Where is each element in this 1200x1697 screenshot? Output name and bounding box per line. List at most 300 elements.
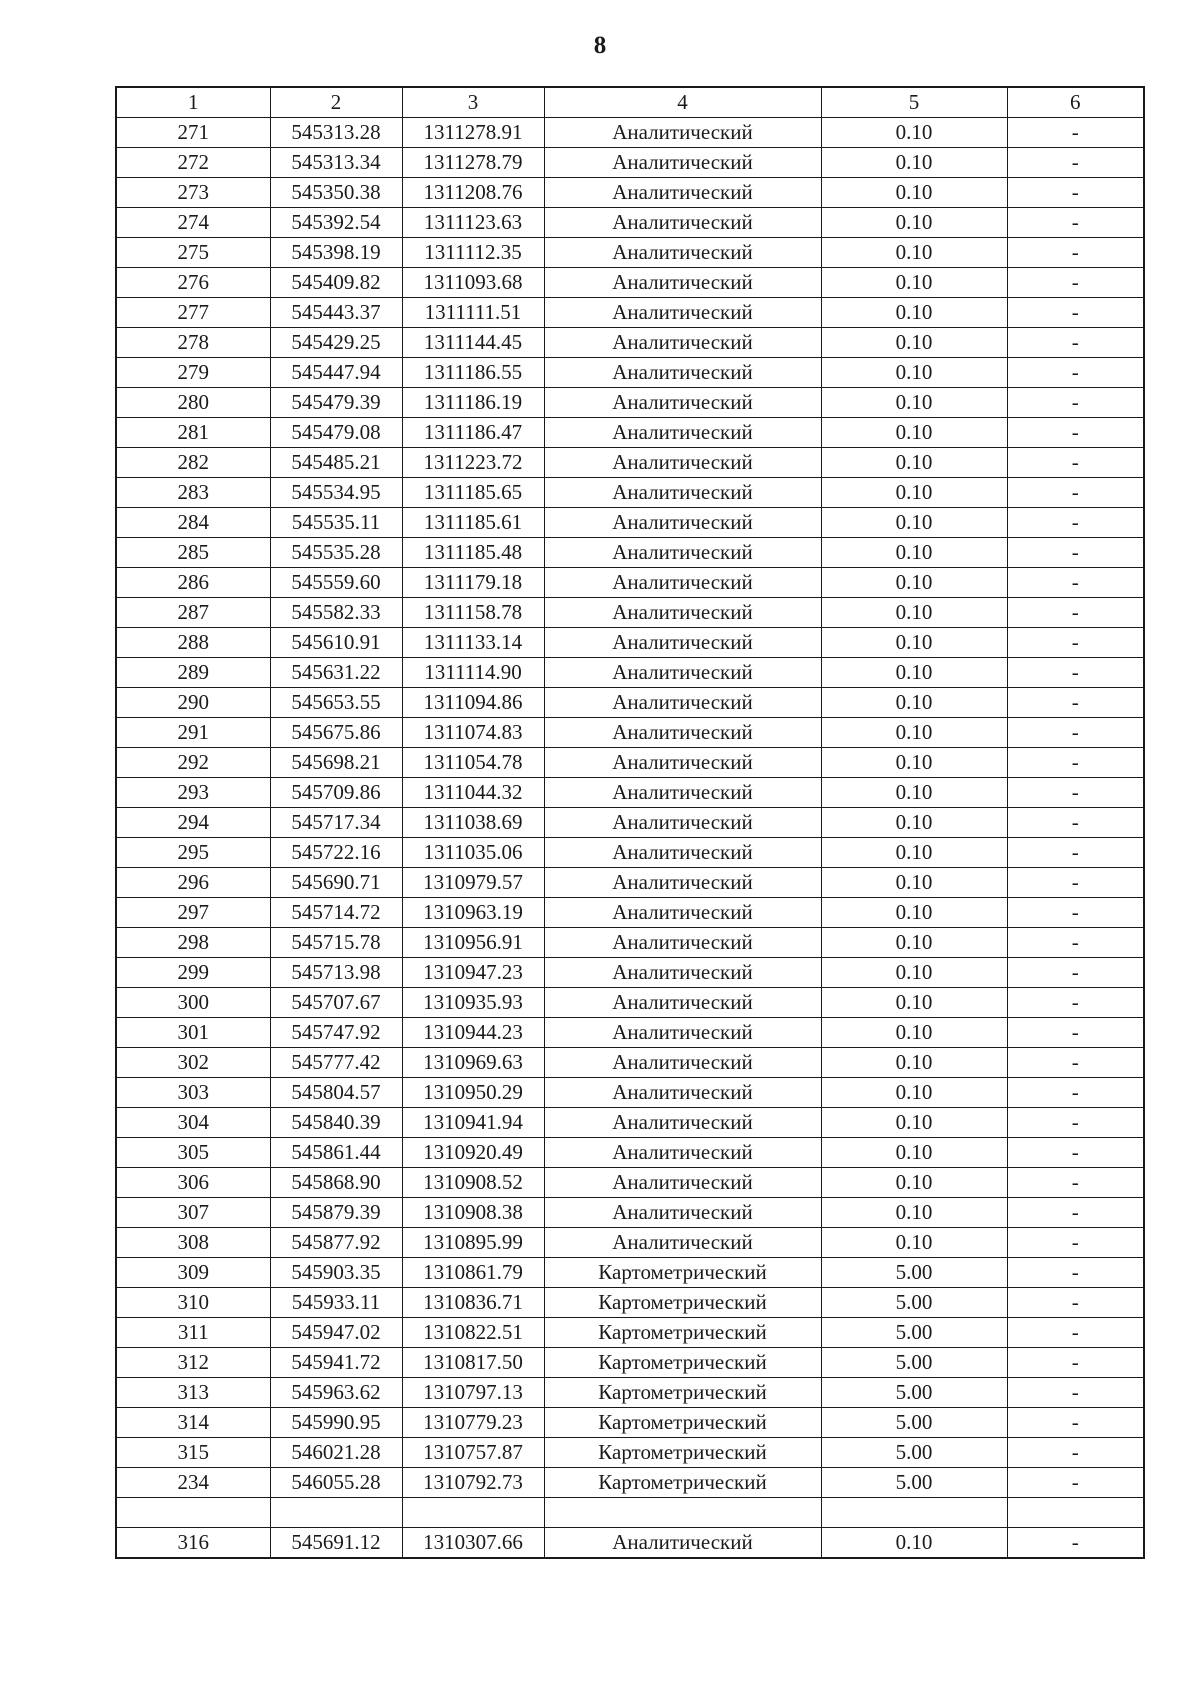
table-row bbox=[116, 748, 1144, 778]
y-coordinate-cell: 1311278.91 bbox=[402, 118, 544, 148]
note-cell: - bbox=[1007, 1528, 1144, 1559]
x-coordinate-cell: 545947.02 bbox=[270, 1318, 402, 1348]
accuracy-cell: 0.10 bbox=[821, 1228, 1007, 1258]
x-coordinate-cell: 545675.86 bbox=[270, 718, 402, 748]
note-cell: - bbox=[1007, 778, 1144, 808]
accuracy-cell: 0.10 bbox=[821, 1198, 1007, 1228]
method-cell: Картометрический bbox=[544, 1438, 821, 1468]
method-cell: Аналитический bbox=[544, 568, 821, 598]
y-coordinate-cell: 1311133.14 bbox=[402, 628, 544, 658]
note-cell: - bbox=[1007, 508, 1144, 538]
method-cell: Аналитический bbox=[544, 658, 821, 688]
point-number-cell: 290 bbox=[116, 688, 270, 718]
table-row bbox=[116, 1318, 1144, 1348]
accuracy-cell: 0.10 bbox=[821, 148, 1007, 178]
note-cell: - bbox=[1007, 1168, 1144, 1198]
table-row bbox=[116, 568, 1144, 598]
y-coordinate-cell: 1311111.51 bbox=[402, 298, 544, 328]
y-coordinate-cell: 1311144.45 bbox=[402, 328, 544, 358]
accuracy-cell: 0.10 bbox=[821, 688, 1007, 718]
accuracy-cell: 0.10 bbox=[821, 268, 1007, 298]
method-cell: Картометрический bbox=[544, 1288, 821, 1318]
accuracy-cell: 0.10 bbox=[821, 868, 1007, 898]
point-number-cell: 234 bbox=[116, 1468, 270, 1498]
point-number-cell: 314 bbox=[116, 1408, 270, 1438]
x-coordinate-cell: 545631.22 bbox=[270, 658, 402, 688]
x-coordinate-cell: 545840.39 bbox=[270, 1108, 402, 1138]
method-cell: Аналитический bbox=[544, 388, 821, 418]
accuracy-cell: 0.10 bbox=[821, 568, 1007, 598]
x-coordinate-cell: 545714.72 bbox=[270, 898, 402, 928]
accuracy-cell: 5.00 bbox=[821, 1438, 1007, 1468]
point-number-cell: 306 bbox=[116, 1168, 270, 1198]
table-row bbox=[116, 298, 1144, 328]
note-cell: - bbox=[1007, 1288, 1144, 1318]
y-coordinate-cell: 1310947.23 bbox=[402, 958, 544, 988]
x-coordinate-cell: 545715.78 bbox=[270, 928, 402, 958]
note-cell: - bbox=[1007, 1018, 1144, 1048]
point-number-cell: 295 bbox=[116, 838, 270, 868]
note-cell: - bbox=[1007, 1408, 1144, 1438]
note-cell: - bbox=[1007, 178, 1144, 208]
y-coordinate-cell: 1310779.23 bbox=[402, 1408, 544, 1438]
method-cell: Аналитический bbox=[544, 1528, 821, 1559]
y-coordinate-cell: 1311186.19 bbox=[402, 388, 544, 418]
point-number-cell: 311 bbox=[116, 1318, 270, 1348]
note-cell: - bbox=[1007, 1318, 1144, 1348]
x-coordinate-cell: 545443.37 bbox=[270, 298, 402, 328]
method-cell: Аналитический bbox=[544, 148, 821, 178]
note-cell: - bbox=[1007, 838, 1144, 868]
x-coordinate-cell: 545879.39 bbox=[270, 1198, 402, 1228]
note-cell: - bbox=[1007, 1468, 1144, 1498]
note-cell: - bbox=[1007, 118, 1144, 148]
accuracy-cell: 0.10 bbox=[821, 1078, 1007, 1108]
note-cell: - bbox=[1007, 958, 1144, 988]
table-row bbox=[116, 1528, 1144, 1559]
y-coordinate-cell: 1310908.52 bbox=[402, 1168, 544, 1198]
point-number-cell: 276 bbox=[116, 268, 270, 298]
table-row bbox=[116, 1228, 1144, 1258]
method-cell: Аналитический bbox=[544, 328, 821, 358]
method-cell: Аналитический bbox=[544, 118, 821, 148]
table-row bbox=[116, 808, 1144, 838]
x-coordinate-cell: 545398.19 bbox=[270, 238, 402, 268]
x-coordinate-cell: 545429.25 bbox=[270, 328, 402, 358]
note-cell bbox=[1007, 1498, 1144, 1528]
point-number-cell: 293 bbox=[116, 778, 270, 808]
method-cell: Картометрический bbox=[544, 1378, 821, 1408]
method-cell: Аналитический bbox=[544, 1078, 821, 1108]
y-coordinate-cell: 1311094.86 bbox=[402, 688, 544, 718]
accuracy-cell: 0.10 bbox=[821, 1108, 1007, 1138]
method-cell: Аналитический bbox=[544, 298, 821, 328]
x-coordinate-cell: 545903.35 bbox=[270, 1258, 402, 1288]
table-row bbox=[116, 598, 1144, 628]
point-number-cell: 272 bbox=[116, 148, 270, 178]
table-row bbox=[116, 658, 1144, 688]
y-coordinate-cell: 1311223.72 bbox=[402, 448, 544, 478]
accuracy-cell: 0.10 bbox=[821, 358, 1007, 388]
method-cell: Аналитический bbox=[544, 238, 821, 268]
y-coordinate-cell: 1310822.51 bbox=[402, 1318, 544, 1348]
page-number: 8 bbox=[593, 32, 607, 59]
point-number-cell: 289 bbox=[116, 658, 270, 688]
x-coordinate-cell: 545861.44 bbox=[270, 1138, 402, 1168]
point-number-cell: 283 bbox=[116, 478, 270, 508]
point-number-cell: 278 bbox=[116, 328, 270, 358]
point-number-cell: 301 bbox=[116, 1018, 270, 1048]
point-number-cell: 281 bbox=[116, 418, 270, 448]
table-row bbox=[116, 1198, 1144, 1228]
method-cell bbox=[544, 1498, 821, 1528]
y-coordinate-cell: 1310944.23 bbox=[402, 1018, 544, 1048]
method-cell: Аналитический bbox=[544, 508, 821, 538]
method-cell: Аналитический bbox=[544, 1018, 821, 1048]
point-number-cell: 275 bbox=[116, 238, 270, 268]
x-coordinate-cell: 545941.72 bbox=[270, 1348, 402, 1378]
table-row bbox=[116, 358, 1144, 388]
y-coordinate-cell: 1311185.48 bbox=[402, 538, 544, 568]
x-coordinate-cell: 545610.91 bbox=[270, 628, 402, 658]
accuracy-cell: 0.10 bbox=[821, 598, 1007, 628]
x-coordinate-cell: 545559.60 bbox=[270, 568, 402, 598]
column-header-5: 5 bbox=[821, 87, 1007, 118]
note-cell: - bbox=[1007, 988, 1144, 1018]
note-cell: - bbox=[1007, 298, 1144, 328]
table-row bbox=[116, 958, 1144, 988]
column-header-6: 6 bbox=[1007, 87, 1144, 118]
y-coordinate-cell: 1310941.94 bbox=[402, 1108, 544, 1138]
method-cell: Аналитический bbox=[544, 1048, 821, 1078]
y-coordinate-cell: 1310836.71 bbox=[402, 1288, 544, 1318]
method-cell: Картометрический bbox=[544, 1348, 821, 1378]
x-coordinate-cell: 545313.28 bbox=[270, 118, 402, 148]
note-cell: - bbox=[1007, 1048, 1144, 1078]
x-coordinate-cell: 545804.57 bbox=[270, 1078, 402, 1108]
note-cell: - bbox=[1007, 748, 1144, 778]
y-coordinate-cell: 1310792.73 bbox=[402, 1468, 544, 1498]
y-coordinate-cell: 1311093.68 bbox=[402, 268, 544, 298]
point-number-cell: 298 bbox=[116, 928, 270, 958]
y-coordinate-cell: 1311158.78 bbox=[402, 598, 544, 628]
note-cell: - bbox=[1007, 388, 1144, 418]
method-cell: Аналитический bbox=[544, 358, 821, 388]
note-cell: - bbox=[1007, 418, 1144, 448]
y-coordinate-cell: 1311044.32 bbox=[402, 778, 544, 808]
y-coordinate-cell bbox=[402, 1498, 544, 1528]
note-cell: - bbox=[1007, 208, 1144, 238]
method-cell: Аналитический bbox=[544, 688, 821, 718]
table-row bbox=[116, 148, 1144, 178]
note-cell: - bbox=[1007, 1078, 1144, 1108]
accuracy-cell: 0.10 bbox=[821, 1018, 1007, 1048]
accuracy-cell: 0.10 bbox=[821, 508, 1007, 538]
method-cell: Аналитический bbox=[544, 208, 821, 238]
column-header-2: 2 bbox=[270, 87, 402, 118]
accuracy-cell: 5.00 bbox=[821, 1408, 1007, 1438]
accuracy-cell: 0.10 bbox=[821, 778, 1007, 808]
x-coordinate-cell: 545485.21 bbox=[270, 448, 402, 478]
x-coordinate-cell: 545313.34 bbox=[270, 148, 402, 178]
method-cell: Аналитический bbox=[544, 598, 821, 628]
note-cell: - bbox=[1007, 1438, 1144, 1468]
y-coordinate-cell: 1311074.83 bbox=[402, 718, 544, 748]
y-coordinate-cell: 1311186.47 bbox=[402, 418, 544, 448]
accuracy-cell: 0.10 bbox=[821, 388, 1007, 418]
point-number-cell: 287 bbox=[116, 598, 270, 628]
accuracy-cell: 0.10 bbox=[821, 178, 1007, 208]
accuracy-cell: 0.10 bbox=[821, 118, 1007, 148]
note-cell: - bbox=[1007, 808, 1144, 838]
accuracy-cell bbox=[821, 1498, 1007, 1528]
accuracy-cell: 0.10 bbox=[821, 718, 1007, 748]
table-row bbox=[116, 628, 1144, 658]
y-coordinate-cell: 1310861.79 bbox=[402, 1258, 544, 1288]
point-number-cell: 280 bbox=[116, 388, 270, 418]
accuracy-cell: 5.00 bbox=[821, 1318, 1007, 1348]
table-row bbox=[116, 1378, 1144, 1408]
y-coordinate-cell: 1310307.66 bbox=[402, 1528, 544, 1559]
point-number-cell: 294 bbox=[116, 808, 270, 838]
note-cell: - bbox=[1007, 358, 1144, 388]
y-coordinate-cell: 1310979.57 bbox=[402, 868, 544, 898]
x-coordinate-cell: 545963.62 bbox=[270, 1378, 402, 1408]
y-coordinate-cell: 1310920.49 bbox=[402, 1138, 544, 1168]
method-cell: Аналитический bbox=[544, 1138, 821, 1168]
method-cell: Картометрический bbox=[544, 1318, 821, 1348]
accuracy-cell: 0.10 bbox=[821, 958, 1007, 988]
x-coordinate-cell: 545534.95 bbox=[270, 478, 402, 508]
accuracy-cell: 0.10 bbox=[821, 418, 1007, 448]
column-header-4: 4 bbox=[544, 87, 821, 118]
table-row bbox=[116, 1348, 1144, 1378]
accuracy-cell: 0.10 bbox=[821, 658, 1007, 688]
point-number-cell: 312 bbox=[116, 1348, 270, 1378]
y-coordinate-cell: 1311185.61 bbox=[402, 508, 544, 538]
y-coordinate-cell: 1310969.63 bbox=[402, 1048, 544, 1078]
table-row bbox=[116, 508, 1144, 538]
point-number-cell: 310 bbox=[116, 1288, 270, 1318]
table-row bbox=[116, 1078, 1144, 1108]
note-cell: - bbox=[1007, 268, 1144, 298]
accuracy-cell: 0.10 bbox=[821, 1048, 1007, 1078]
method-cell: Аналитический bbox=[544, 628, 821, 658]
accuracy-cell: 0.10 bbox=[821, 1138, 1007, 1168]
table-body bbox=[116, 118, 1144, 1559]
table-header bbox=[116, 87, 1144, 118]
table-row bbox=[116, 1018, 1144, 1048]
table-row bbox=[116, 208, 1144, 238]
note-cell: - bbox=[1007, 598, 1144, 628]
x-coordinate-cell: 545747.92 bbox=[270, 1018, 402, 1048]
x-coordinate-cell: 545877.92 bbox=[270, 1228, 402, 1258]
x-coordinate-cell: 546021.28 bbox=[270, 1438, 402, 1468]
method-cell: Картометрический bbox=[544, 1408, 821, 1438]
point-number-cell: 273 bbox=[116, 178, 270, 208]
point-number-cell: 291 bbox=[116, 718, 270, 748]
note-cell: - bbox=[1007, 1348, 1144, 1378]
x-coordinate-cell: 545868.90 bbox=[270, 1168, 402, 1198]
point-number-cell: 303 bbox=[116, 1078, 270, 1108]
table-row bbox=[116, 418, 1144, 448]
accuracy-cell: 5.00 bbox=[821, 1348, 1007, 1378]
y-coordinate-cell: 1311179.18 bbox=[402, 568, 544, 598]
accuracy-cell: 0.10 bbox=[821, 988, 1007, 1018]
point-number-cell: 307 bbox=[116, 1198, 270, 1228]
point-number-cell: 299 bbox=[116, 958, 270, 988]
note-cell: - bbox=[1007, 448, 1144, 478]
y-coordinate-cell: 1310963.19 bbox=[402, 898, 544, 928]
note-cell: - bbox=[1007, 628, 1144, 658]
accuracy-cell: 0.10 bbox=[821, 898, 1007, 928]
note-cell: - bbox=[1007, 568, 1144, 598]
table-row bbox=[116, 118, 1144, 148]
table-row bbox=[116, 1408, 1144, 1438]
method-cell: Аналитический bbox=[544, 1228, 821, 1258]
y-coordinate-cell: 1311112.35 bbox=[402, 238, 544, 268]
accuracy-cell: 0.10 bbox=[821, 628, 1007, 658]
note-cell: - bbox=[1007, 1378, 1144, 1408]
accuracy-cell: 0.10 bbox=[821, 838, 1007, 868]
x-coordinate-cell: 545713.98 bbox=[270, 958, 402, 988]
y-coordinate-cell: 1311185.65 bbox=[402, 478, 544, 508]
column-header-3: 3 bbox=[402, 87, 544, 118]
y-coordinate-cell: 1310956.91 bbox=[402, 928, 544, 958]
table-row bbox=[116, 688, 1144, 718]
table-row bbox=[116, 238, 1144, 268]
table-row bbox=[116, 478, 1144, 508]
y-coordinate-cell: 1310950.29 bbox=[402, 1078, 544, 1108]
accuracy-cell: 5.00 bbox=[821, 1378, 1007, 1408]
table-row bbox=[116, 328, 1144, 358]
note-cell: - bbox=[1007, 478, 1144, 508]
table-row bbox=[116, 1048, 1144, 1078]
x-coordinate-cell: 545717.34 bbox=[270, 808, 402, 838]
table-row bbox=[116, 1498, 1144, 1528]
accuracy-cell: 0.10 bbox=[821, 448, 1007, 478]
point-number-cell: 297 bbox=[116, 898, 270, 928]
x-coordinate-cell: 545690.71 bbox=[270, 868, 402, 898]
method-cell: Аналитический bbox=[544, 478, 821, 508]
accuracy-cell: 0.10 bbox=[821, 208, 1007, 238]
method-cell: Аналитический bbox=[544, 448, 821, 478]
note-cell: - bbox=[1007, 1138, 1144, 1168]
table-row bbox=[116, 838, 1144, 868]
column-header-1: 1 bbox=[116, 87, 270, 118]
table-row bbox=[116, 1288, 1144, 1318]
y-coordinate-cell: 1311035.06 bbox=[402, 838, 544, 868]
point-number-cell: 300 bbox=[116, 988, 270, 1018]
method-cell: Аналитический bbox=[544, 928, 821, 958]
note-cell: - bbox=[1007, 1108, 1144, 1138]
note-cell: - bbox=[1007, 898, 1144, 928]
x-coordinate-cell: 545535.11 bbox=[270, 508, 402, 538]
y-coordinate-cell: 1310757.87 bbox=[402, 1438, 544, 1468]
point-number-cell: 271 bbox=[116, 118, 270, 148]
note-cell: - bbox=[1007, 718, 1144, 748]
method-cell: Аналитический bbox=[544, 898, 821, 928]
x-coordinate-cell: 545691.12 bbox=[270, 1528, 402, 1559]
y-coordinate-cell: 1310935.93 bbox=[402, 988, 544, 1018]
accuracy-cell: 0.10 bbox=[821, 928, 1007, 958]
table-row bbox=[116, 1138, 1144, 1168]
note-cell: - bbox=[1007, 928, 1144, 958]
accuracy-cell: 0.10 bbox=[821, 328, 1007, 358]
x-coordinate-cell: 546055.28 bbox=[270, 1468, 402, 1498]
x-coordinate-cell: 545653.55 bbox=[270, 688, 402, 718]
y-coordinate-cell: 1311123.63 bbox=[402, 208, 544, 238]
point-number-cell: 313 bbox=[116, 1378, 270, 1408]
method-cell: Аналитический bbox=[544, 838, 821, 868]
x-coordinate-cell: 545479.39 bbox=[270, 388, 402, 418]
y-coordinate-cell: 1311186.55 bbox=[402, 358, 544, 388]
accuracy-cell: 0.10 bbox=[821, 298, 1007, 328]
method-cell: Картометрический bbox=[544, 1258, 821, 1288]
point-number-cell: 309 bbox=[116, 1258, 270, 1288]
table-row bbox=[116, 448, 1144, 478]
point-number-cell: 285 bbox=[116, 538, 270, 568]
method-cell: Аналитический bbox=[544, 868, 821, 898]
y-coordinate-cell: 1311054.78 bbox=[402, 748, 544, 778]
method-cell: Аналитический bbox=[544, 268, 821, 298]
method-cell: Аналитический bbox=[544, 418, 821, 448]
method-cell: Аналитический bbox=[544, 988, 821, 1018]
table-row bbox=[116, 1258, 1144, 1288]
table-row bbox=[116, 778, 1144, 808]
x-coordinate-cell: 545698.21 bbox=[270, 748, 402, 778]
point-number-cell bbox=[116, 1498, 270, 1528]
x-coordinate-cell: 545447.94 bbox=[270, 358, 402, 388]
y-coordinate-cell: 1311208.76 bbox=[402, 178, 544, 208]
point-number-cell: 282 bbox=[116, 448, 270, 478]
method-cell: Аналитический bbox=[544, 1108, 821, 1138]
method-cell: Аналитический bbox=[544, 808, 821, 838]
x-coordinate-cell: 545535.28 bbox=[270, 538, 402, 568]
table-row bbox=[116, 718, 1144, 748]
note-cell: - bbox=[1007, 238, 1144, 268]
point-number-cell: 302 bbox=[116, 1048, 270, 1078]
note-cell: - bbox=[1007, 868, 1144, 898]
table-row bbox=[116, 268, 1144, 298]
point-number-cell: 308 bbox=[116, 1228, 270, 1258]
y-coordinate-cell: 1311114.90 bbox=[402, 658, 544, 688]
table-row bbox=[116, 388, 1144, 418]
method-cell: Аналитический bbox=[544, 178, 821, 208]
accuracy-cell: 0.10 bbox=[821, 808, 1007, 838]
accuracy-cell: 5.00 bbox=[821, 1468, 1007, 1498]
table-row bbox=[116, 538, 1144, 568]
point-number-cell: 292 bbox=[116, 748, 270, 778]
method-cell: Аналитический bbox=[544, 748, 821, 778]
note-cell: - bbox=[1007, 148, 1144, 178]
header-row bbox=[116, 87, 1144, 118]
note-cell: - bbox=[1007, 328, 1144, 358]
point-number-cell: 296 bbox=[116, 868, 270, 898]
note-cell: - bbox=[1007, 538, 1144, 568]
table-row bbox=[116, 928, 1144, 958]
y-coordinate-cell: 1310817.50 bbox=[402, 1348, 544, 1378]
x-coordinate-cell: 545409.82 bbox=[270, 268, 402, 298]
table-row bbox=[116, 1168, 1144, 1198]
table-row bbox=[116, 178, 1144, 208]
note-cell: - bbox=[1007, 658, 1144, 688]
table-row bbox=[116, 898, 1144, 928]
point-number-cell: 284 bbox=[116, 508, 270, 538]
point-number-cell: 286 bbox=[116, 568, 270, 598]
method-cell: Аналитический bbox=[544, 538, 821, 568]
x-coordinate-cell: 545709.86 bbox=[270, 778, 402, 808]
